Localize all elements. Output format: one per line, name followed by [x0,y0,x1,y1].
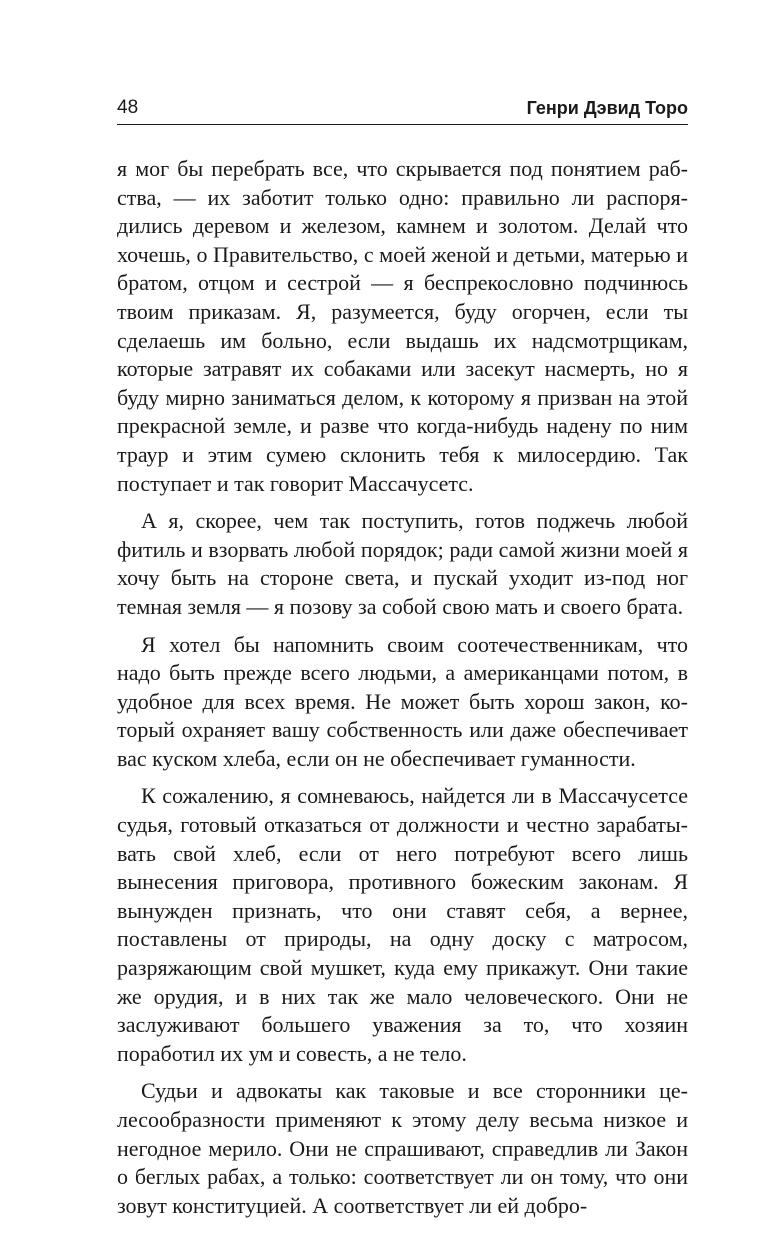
paragraph-4: К сожалению, я сомневаюсь, найдется ли в Массачусетсе судья, готовый отказаться от должности и честно зарабатывать свой хлеб, если от него потребуют всего лишь вынесения приговора, противного божеским законам. Я вынужден признать, что они ставят себя, а вернее, поставлены от природы, на одну доску с матросом, разряжающим свой мушкет, куда ему прикажут. Они такие же орудия, и в них так же мало человеческого. Они не заслуживают большего уважения за то, что хозяин поработил их ум и совесть, а не тело. [117,783,688,1066]
running-head-author: Генри Дэвид Торо [526,98,688,118]
paragraph-1: я мог бы перебрать все, что скрывается под понятием рабства, — их заботит только одно: правильно ли распорядились деревом и железом, камнем и золотом. Делай что хочешь, о Правительство, с моей женой и детьми, матерью и братом, отцом и сестрой — я беспрекословно подчинюсь твоим приказам. Я, разумеется, буду огорчен, если ты сделаешь им больно, если выдашь их надсмотрщикам, которые затравят их собаками или засекут насмерть, но я буду мирно заниматься делом, к которому я призван на этой прекрасной земле, и разве что когда-нибудь надену по ним траур и этим сумею склонить тебя к милосердию. Так поступает и так говорит Массачусетс. [117,156,688,496]
body-text [117,155,688,1229]
paragraph-2: А я, скорее, чем так поступить, готов поджечь любой фитиль и взорвать любой порядок; ради самой жизни моей я хочу быть на стороне света, и пускай уходит из-под ног темная земля — я позову за собой свою мать и своего брата. [117,508,688,619]
page-header [117,96,688,124]
paragraph-3: Я хотел бы напомнить своим соотечественникам, что надо быть прежде всего людьми, а американцами потом, в удобное для всех время. Не может быть хорош закон, который охраняет вашу собственность или даже обеспечивает вас куском хлеба, если он не обеспечивает гуманности. [117,631,688,771]
page-number: 48 [117,97,139,118]
paragraph-5: Судьи и адвокаты как таковые и все сторонники целесообразности применяют к этому делу весьма низкое и негодное мерило. Они не спрашивают, справедлив ли Закон о беглых рабах, а только: соответствует ли он тому, что они зовут конституцией. А соответствует ли ей добро- [117,1078,688,1218]
header-rule [117,124,688,125]
